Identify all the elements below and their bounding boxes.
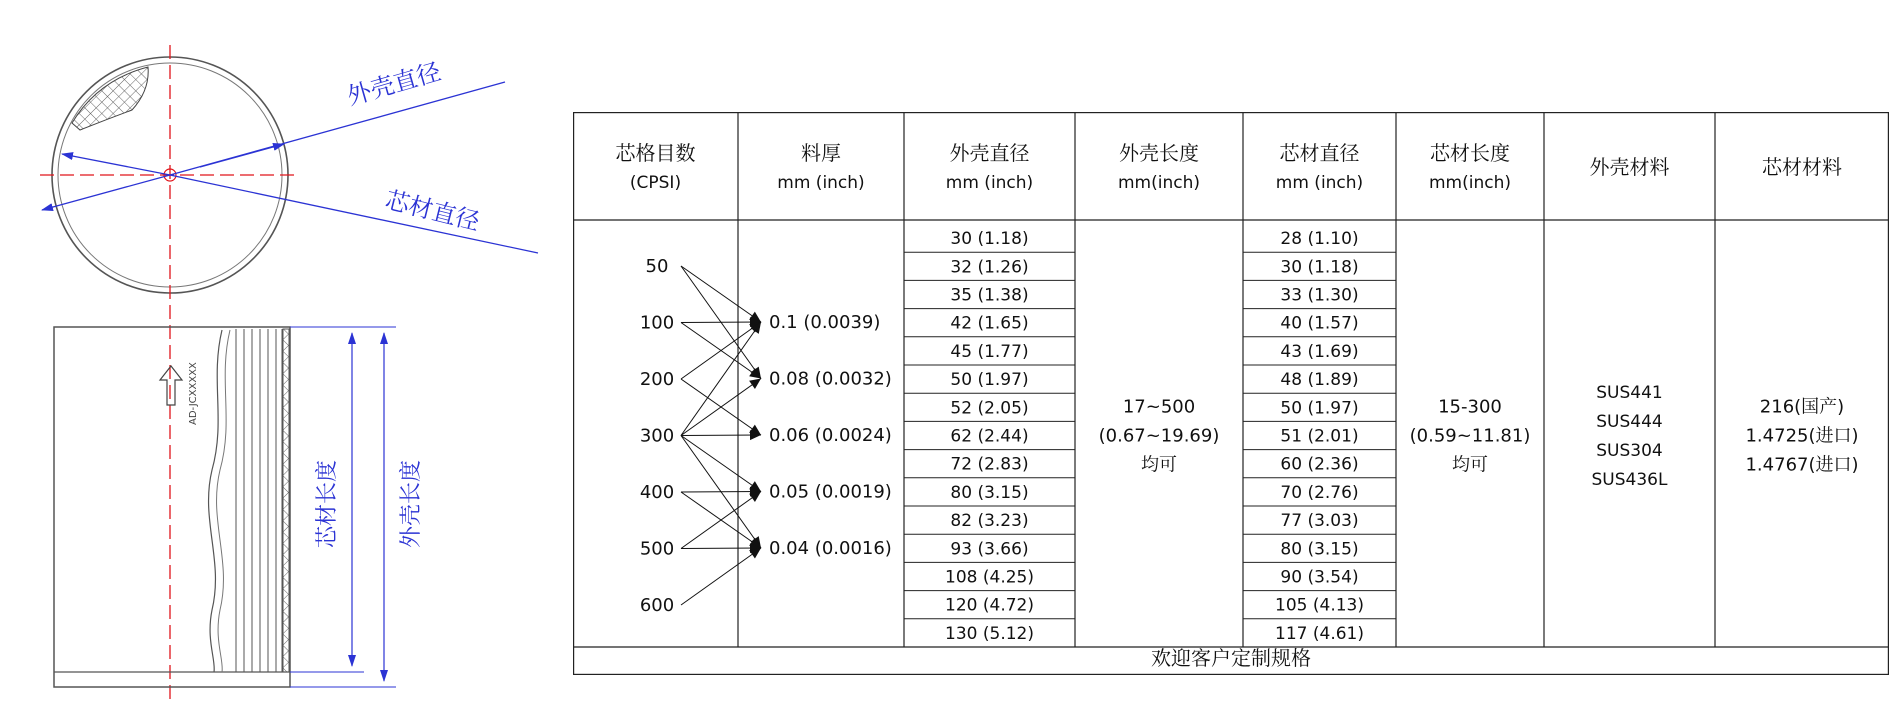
header-title: 料厚 [801,141,841,165]
cpsi-value: 600 [639,595,675,616]
core-diameter-value: 117 (4.61) [1275,623,1364,644]
shell-diameter-value: 108 (4.25) [945,567,1034,588]
foil-layers [236,329,282,672]
flow-arrow-icon [160,366,182,405]
table-footer: 欢迎客户定制规格 [1151,646,1311,670]
mapping-arrow-line [681,322,761,323]
cpsi-value: 500 [639,538,675,560]
shell-diameter-value: 72 (2.83) [950,454,1029,475]
core-diameter-value: 30 (1.18) [1280,257,1359,278]
cpsi-thickness-arrows [681,266,761,605]
cpsi-value: 100 [639,312,675,334]
shell-diameter-value: 50 (1.97) [950,370,1029,391]
core-diameter-value: 77 (3.03) [1280,511,1359,532]
core-diameter-value: 50 (1.97) [1280,398,1359,419]
header-title: 外壳直径 [949,141,1030,165]
cpsi-value: 400 [639,482,675,503]
thickness-value: 0.06 (0.0024) [769,425,892,446]
cpsi-value: 200 [639,369,675,390]
mapping-arrow-line [681,492,761,493]
core-wavy-edge [209,330,222,672]
converter-drawing [0,0,560,710]
cpsi-column [640,256,674,616]
mapping-arrow-line [681,322,761,436]
header-title: 外壳材料 [1589,155,1670,179]
header-unit: mm (inch) [945,173,1034,193]
core-wavy-edge-inner [217,330,230,672]
core-diameter-value: 90 (3.54) [1280,567,1359,588]
core-material-value: 1.4725(进口) [1745,425,1859,447]
core-diameter-value: 105 (4.13) [1275,595,1364,616]
side-view [54,327,424,687]
core-diameter-value: 60 (2.36) [1280,454,1359,475]
shell-diameter-arrow-right [200,144,284,167]
shell-diameter-column [945,229,1034,644]
shell-diameter-value: 93 (3.66) [950,539,1029,560]
mapping-arrow-line [681,266,761,322]
weld-band [283,329,289,672]
shell-diameter-value: 82 (3.23) [950,511,1029,532]
mapping-arrow-line [681,435,761,436]
thickness-value: 0.04 (0.0016) [769,538,892,559]
core-diameter-value: 43 (1.69) [1280,341,1359,362]
core-diameter-value: 33 (1.30) [1280,285,1359,306]
spec-table [573,112,1889,675]
shell-diameter-value: 130 (5.12) [945,623,1034,644]
shell-diameter-value: 32 (1.26) [950,257,1029,278]
core-diameter-value: 70 (2.76) [1280,482,1359,503]
core-material-value: 216(国产) [1759,396,1845,418]
header-unit: mm (inch) [1275,173,1364,193]
shell-diameter-arrow [42,175,170,210]
core-length-label: 芯材长度 [315,459,340,548]
shell-diameter-value: 52 (2.05) [950,398,1029,419]
core-diameter-value: 40 (1.57) [1280,313,1359,334]
table-grid [573,112,1889,675]
shell-diameter-value: 62 (2.44) [950,426,1029,447]
core-length-value: 15-300 [1438,396,1502,418]
header-title: 芯材长度 [1430,141,1510,165]
thickness-value: 0.05 (0.0019) [769,481,892,503]
core-material-value: 1.4767(进口) [1745,454,1859,476]
core-diameter-arrow [62,154,170,175]
mapping-arrow-line [681,436,761,492]
shell-diameter-value: 80 (3.15) [950,482,1029,503]
cpsi-value: 300 [639,425,675,447]
mapping-arrowhead [749,379,761,389]
shell-material-value: SUS436L [1591,470,1668,490]
shell-length-value: 17~500 [1122,396,1196,418]
core-diameter-value: 80 (3.15) [1280,539,1359,560]
mapping-arrow-line [681,548,761,549]
header-unit: mm(inch) [1117,173,1201,193]
shell-material-value: SUS441 [1596,383,1663,403]
mapping-arrow-line [681,548,761,605]
shell-diameter-value: 30 (1.18) [950,229,1029,250]
core-length-value: 均可 [1452,454,1488,476]
shell-diameter-label: 外壳直径 [343,57,444,111]
core-diameter-value: 28 (1.10) [1280,229,1359,250]
cpsi-value: 50 [645,256,669,277]
header-unit: mm (inch) [777,173,865,193]
shell-diameter-value: 35 (1.38) [950,285,1029,306]
core-length-value: (0.59~11.81) [1409,425,1531,447]
core-diameter-column [1275,229,1364,644]
shell-length-label: 外壳长度 [399,459,424,548]
header-title: 芯材材料 [1762,155,1842,179]
thickness-value: 0.1 (0.0039) [769,312,881,333]
core-diameter-value: 51 (2.01) [1280,426,1359,447]
table-header-row [616,141,1843,193]
shell-material-value: SUS444 [1596,412,1663,432]
shell-diameter-value: 120 (4.72) [945,595,1034,616]
thickness-value: 0.08 (0.0032) [769,368,892,390]
thickness-column [769,312,892,559]
core-diameter-value: 48 (1.89) [1280,370,1359,391]
shell-material-value: SUS304 [1596,441,1663,461]
header-unit: (CPSI) [629,173,682,193]
table-border [574,113,1889,675]
stamp-text: AD-JCXXXXX [188,362,199,425]
shell-length-value: (0.67~19.69) [1098,425,1220,447]
header-title: 芯格目数 [615,141,696,165]
core-diameter-label: 芯材直径 [382,185,483,237]
shell-body [54,327,290,687]
shell-diameter-value: 45 (1.77) [950,341,1029,362]
core-diameter-leader [170,175,538,253]
shell-diameter-value: 42 (1.65) [950,313,1029,334]
header-title: 外壳长度 [1119,141,1199,165]
header-unit: mm(inch) [1428,173,1512,193]
merged-cells [1099,383,1859,490]
honeycomb-hatch [72,67,148,130]
header-title: 芯材直径 [1279,141,1360,165]
shell-length-value: 均可 [1141,454,1177,476]
